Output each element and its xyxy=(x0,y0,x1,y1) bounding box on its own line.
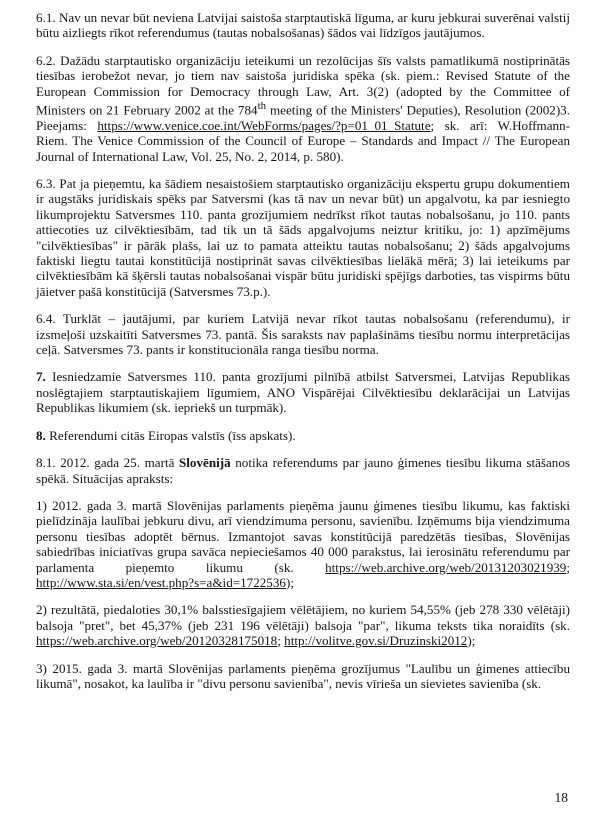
paragraph-text: ); xyxy=(285,574,294,590)
paragraph-p8-1-1 xyxy=(36,498,570,590)
paragraph-p6-4 xyxy=(36,311,570,357)
paragraph-text: 6.3. Pat ja pieņemtu, ka šādiem nesaistošiem starptautisko organizāciju ekspertu grupu dokumentiem ir augstāks juridiskais spēks par Satversmi (kas tā nav un nevar būt) un apgalvotu, ka par iesniegto likumprojektu Satversmes 110. panta grozījumiem nedrīkst rīkot tautas nobalsošanu, jo 110. pants attiecoties uz cilvēktiesībām, tad tik un tā šāds apgalvojums neiztur kritiku, jo: 1) apzīmējums "cilvēktiesības" ir pārāk plašs, lai uz to pamata atteiktu tautas nobalsošanu; 2) šāds apgalvojums faktiski liegtu tautai konstitūcijā nostiprināt savas cilvēktiesības lielākā mērā; 3) lai ieteikums par cilvēktiesībām kā šķērsli tautas nobalsošanai vispār būtu juridiski spējīgs darboties, tas vispirms būtu jāietver pašā konstitūcijā (Satversmes 73.p.). xyxy=(36,176,570,299)
paragraph-p7 xyxy=(36,369,570,415)
paragraph-text: 6.4. Turklāt – jautājumi, par kuriem Latvijā nevar rīkot tautas nobalsošanu (referendumu), ir izsmeļoši uzskaitīti Satversmes 73. pantā. Šis saraksts nav paplašināms tiesību normu interpretācijas ceļā. Satversmes 73. pants ir konstitucionāla ranga tiesību norma. xyxy=(36,311,570,358)
reference-link[interactable]: http://volitve.gov.si/Druzinski2012 xyxy=(284,633,468,649)
reference-link[interactable]: https://web.archive.org/web/20120328175018 xyxy=(36,633,278,649)
paragraph-p8 xyxy=(36,428,570,443)
paragraph-text: ; xyxy=(566,559,570,575)
bold-text: 7. xyxy=(36,369,46,385)
paragraph-p8-1-2 xyxy=(36,602,570,648)
reference-link[interactable]: http://www.sta.si/en/vest.php?s=a&id=1722536 xyxy=(36,574,286,590)
page-number: 18 xyxy=(554,790,568,805)
paragraph-text: ; sk. arī: W.Hoffmann-Riem. The Venice Commission of the Council of Europe – Standards and Impact // The European Journal of International Law, Vol. 25, No. 2, 2014, p. 580). xyxy=(36,117,571,164)
superscript: th xyxy=(257,100,267,113)
paragraph-text: ; xyxy=(277,633,285,649)
paragraph-text: Iesniedzamie Satversmes 110. panta grozījumi pilnībā atbilst Satversmei, Latvijas Republikas noslēgtajiem starptautiskajiem līgumiem, ANO Vispārējai Cilvēktiesību deklarācijai un Latvijas Republikas likumiem (sk. iepriekš un turpmāk). xyxy=(36,369,570,416)
paragraph-p6-2 xyxy=(36,53,570,164)
document-body xyxy=(36,10,570,703)
paragraph-text: 6.1. Nav un nevar būt neviena Latvijai saistoša starptautiskā līguma, ar kuru jebkurai suverēnai valstij būtu aizliegts rīkot referendumus (tautas nobalsošanas) šādos vai līdzīgos jautājumos. xyxy=(36,10,570,41)
bold-text: Slovēnijā xyxy=(179,455,231,471)
paragraph-text: ); xyxy=(467,633,476,649)
paragraph-p8-1-3 xyxy=(36,661,570,692)
bold-text: 8. xyxy=(36,427,46,443)
paragraph-text: notika referendums par jauno ģimenes tiesību likuma stāšanos spēkā. Situācijas apraksts: xyxy=(36,455,570,486)
paragraph-p6-1 xyxy=(36,10,570,41)
paragraph-p6-3 xyxy=(36,176,570,299)
paragraph-text: 3) 2015. gada 3. martā Slovēnijas parlaments pieņēma grozījumus "Laulību un ģimenes attiecību likumā", nosakot, ka laulība ir "divu personu savienība", nevis vīrieša un sievietes savienība (sk. xyxy=(36,660,570,691)
reference-link[interactable]: https://www.venice.coe.int/WebForms/pages/?p=01_01_Statute xyxy=(97,117,431,133)
paragraph-text: 1) 2012. gada 3. martā Slovēnijas parlaments pieņēma jaunu ģimenes tiesību likumu, kas faktiski pielīdzināja laulībai jebkuru divu, arī viendzimuma personu, savienību. Izņēmums bija viendzimuma personu tiesības adoptēt bērnus. Izmantojot savas konstitūcijā paredzētās tiesības, Slovēnijas sabiedrības iniciatīvas grupa savāca nepieciešamos 40 000 parakstus, lai ierosinātu referendumu par parlamenta pieņemto likumu (sk. xyxy=(36,497,570,575)
paragraph-text: 2) rezultātā, piedaloties 30,1% balsstiesīgajiem vēlētājiem, no kuriem 54,55% (jeb 278 330 vēlētāji) balsoja "pret", bet 45,37% (jeb 231 196 vēlētāji) balsoja "par", likuma teksts tika noraidīts (sk. xyxy=(36,602,570,633)
reference-link[interactable]: https://web.archive.org/web/20131203021939 xyxy=(325,559,567,575)
paragraph-p8-1 xyxy=(36,455,570,486)
paragraph-text: Referendumi citās Eiropas valstīs (īss apskats). xyxy=(45,427,296,443)
paragraph-text: 8.1. 2012. gada 25. martā xyxy=(36,455,179,471)
paragraph-text: 6.2. Dažādu starptautisko organizāciju ieteikumi un rezolūcijas šīs valsts pamatlikumā nostiprinātās tiesības ierobežot nevar, jo tiem nav saistoša juridiska spēka (sk. piem.: Revised Statute of the European Commission for Democracy through Law, Art. 3(2) (adopted by the Committee of Ministers on 21 February 2002 at the 784 xyxy=(36,52,570,118)
paragraph-text: meeting of the Ministers' Deputies), Resolution (2002)3. Pieejams: xyxy=(36,102,570,133)
